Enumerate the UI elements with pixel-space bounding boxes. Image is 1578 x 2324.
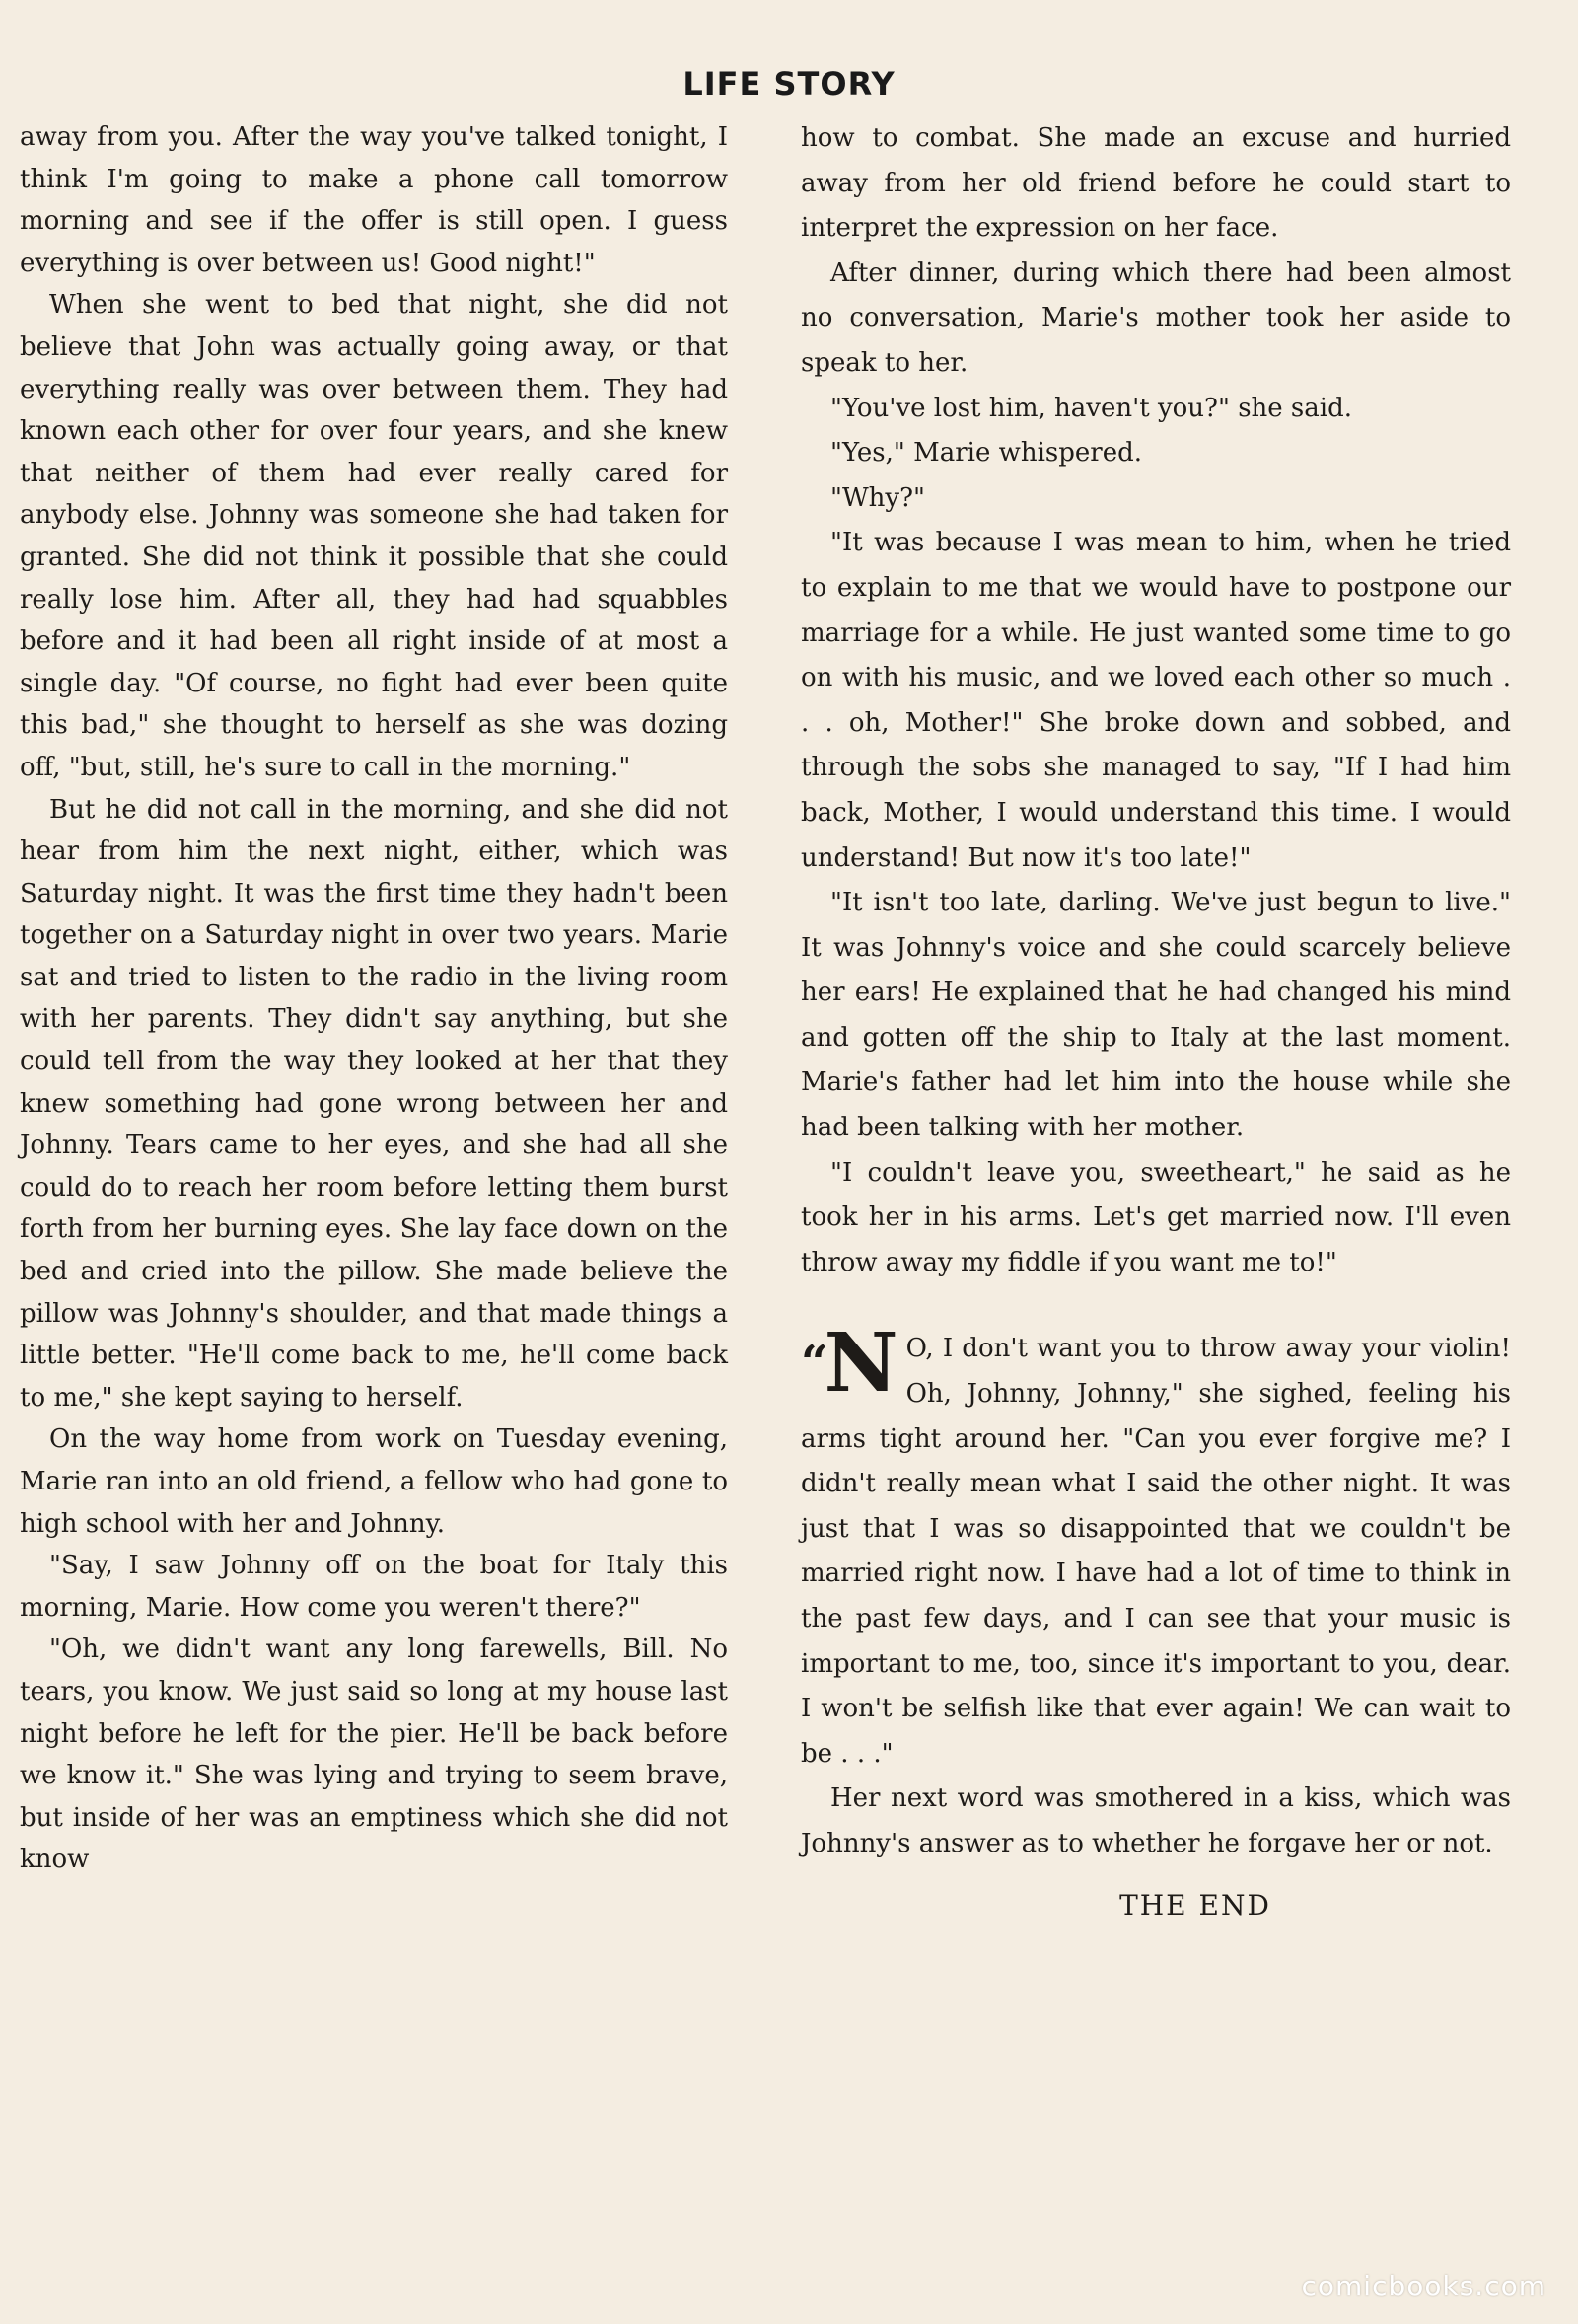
paragraph: "Oh, we didn't want any long farewells, Bill. No tears, you know. We just said so long at my house last night before he left for the pier. He'll be back before we know it." She was lying and trying to seem brave, but inside of her was an emptiness which she did not know (20, 1634, 728, 1875)
running-head: LIFE STORY (682, 65, 896, 103)
dropcap-letter: N (824, 1316, 898, 1412)
paragraph: "You've lost him, haven't you?" she said. (830, 393, 1353, 423)
paragraph: "It was because I was mean to him, when he tried to explain to me that we would have to postpone our marriage for a while. He just wanted some time to go on with his music, and we loved each other so much . . . oh, Mother!" She broke down and sobbed, and through the sobs she managed to say, "If I had him back, Mother, I would understand this time. I would understand! But now it's too late!" (801, 528, 1511, 873)
dropcap-quote: “ (801, 1336, 825, 1392)
paragraph: After dinner, during which there had been almost no conversation, Marie's mother took her aside to speak to her. (801, 257, 1511, 378)
watermark: comicbooks.com (1301, 2270, 1546, 2302)
paragraph: "Why?" (830, 482, 926, 513)
paragraph: "Yes," Marie whispered. (830, 438, 1143, 469)
paragraph: "Say, I saw Johnny off on the boat for Italy this morning, Marie. How come you weren't there?" (20, 1551, 728, 1623)
paragraph: how to combat. She made an excuse and hurried away from her old friend before he could start to interpret the expression on her face. (801, 123, 1511, 244)
closing-paragraph: Her next word was smothered in a kiss, which was Johnny's answer as to whether he forgave her or not. (801, 1783, 1511, 1858)
right-column (801, 116, 1511, 1922)
paragraph: away from you. After the way you've talked tonight, I think I'm going to make a phone call tomorrow morning and see if the offer is still open. I guess everything is over between us! Good night!" (20, 122, 728, 278)
dropcap-text: O, I don't want you to throw away your violin! Oh, Johnny, Johnny," she sighed, feeling his arms tight around her. "Can you ever forgive me? I didn't really mean what I said the other night. It was just that I was so disappointed that we couldn't be married right now. I have had a lot of time to think in the past few days, and I can see that your music is important to me, too, since it's important to you, dear. I won't be selfish like that ever again! We can wait to be . . ." (801, 1334, 1511, 1769)
paragraph: When she went to bed that night, she did not believe that John was actually going away, or that everything really was over between them. They had known each other for over four years, and she knew that neither of them had ever really cared for anybody else. Johnny was someone she had taken for granted. She did not think it possible that she could really lose him. After all, they had had squabbles before and it had been all right inside of at most a single day. "Of course, no fight had ever been quite this bad," she thought to herself as she was dozing off, "but, still, he's sure to call in the morning." (20, 290, 728, 782)
paragraph: But he did not call in the morning, and she did not hear from him the next night, either, which was Saturday night. It was the first time they hadn't been together on a Saturday night in over two years. Marie sat and tried to listen to the radio in the living room with her parents. They didn't say anything, but she could tell from the way they looked at her that they knew something had gone wrong between her and Johnny. Tears came to her eyes, and she had all she could do to reach her room before letting them burst forth from her burning eyes. She lay face down on the bed and cried into the pillow. She made believe the pillow was Johnny's shoulder, and that made things a little better. "He'll come back to me, he'll come back to me," she kept saying to herself. (20, 794, 728, 1413)
dropcap (801, 1316, 898, 1412)
paragraph: "I couldn't leave you, sweetheart," he said as he took her in his arms. Let's get married now. I'll even throw away my fiddle if you want me to!" (801, 1157, 1511, 1277)
left-column (20, 116, 728, 1881)
paragraph: On the way home from work on Tuesday evening, Marie ran into an old friend, a fellow who had gone to high school with her and Johnny. (20, 1424, 728, 1539)
the-end: THE END (1119, 1888, 1271, 1922)
paragraph: "It isn't too late, darling. We've just begun to live." It was Johnny's voice and she could scarcely believe her ears! He explained that he had changed his mind and gotten off the ship to Italy at the last moment. Marie's father had let him into the house while she had been talking with her mother. (801, 888, 1511, 1143)
dropcap-paragraph (801, 1316, 1511, 1777)
